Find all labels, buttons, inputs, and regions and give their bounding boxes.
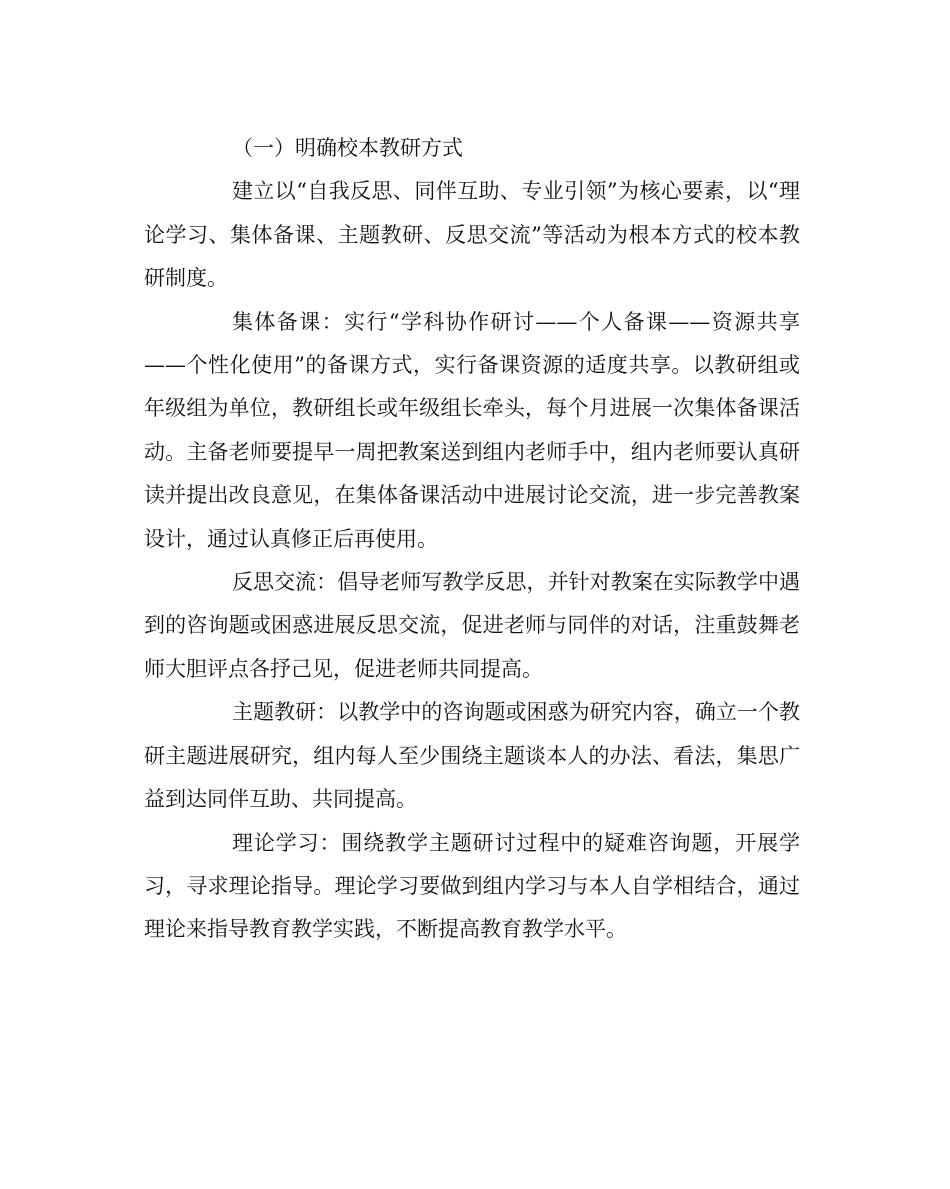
paragraph-intro: 建立以“自我反思、同伴互助、专业引领”为核心要素，以“理论学习、集体备课、主题教研、反思交流”等活动为根本方式的校本教研制度。	[144, 179, 800, 291]
document-body	[144, 127, 800, 952]
section-heading: （一）明确校本教研方式	[232, 136, 463, 160]
paragraph-theory-study: 理论学习：围绕教学主题研讨过程中的疑难咨询题，开展学习，寻求理论指导。理论学习要做到组内学习与本人自学相结合，通过理论来指导教育教学实践，不断提高教育教学水平。	[144, 830, 800, 942]
paragraph-reflection-exchange: 反思交流：倡导老师写教学反思，并针对教案在实际教学中遇到的咨询题或困惑进展反思交流，促进老师与同伴的对话，注重鼓舞老师大胆评点各抒己见，促进老师共同提高。	[144, 570, 800, 681]
paragraph-theme-research: 主题教研：以教学中的咨询题或困惑为研究内容，确立一个教研主题进展研究，组内每人至少围绕主题谈本人的办法、看法，集思广益到达同伴互助、共同提高。	[144, 700, 800, 812]
paragraph-collective-lesson-prep: 集体备课：实行“学科协作研讨——个人备课——资源共享——个性化使用”的备课方式，实行备课资源的适度共享。以教研组或年级组为单位，教研组长或年级组长牵头，每个月进展一次集体备课活动。主备老师要提早一周把教案送到组内老师手中，组内老师要认真研读并提出改良意见，在集体备课活动中进展讨论交流，进一步完善教案设计，通过认真修正后再使用。	[144, 309, 800, 551]
